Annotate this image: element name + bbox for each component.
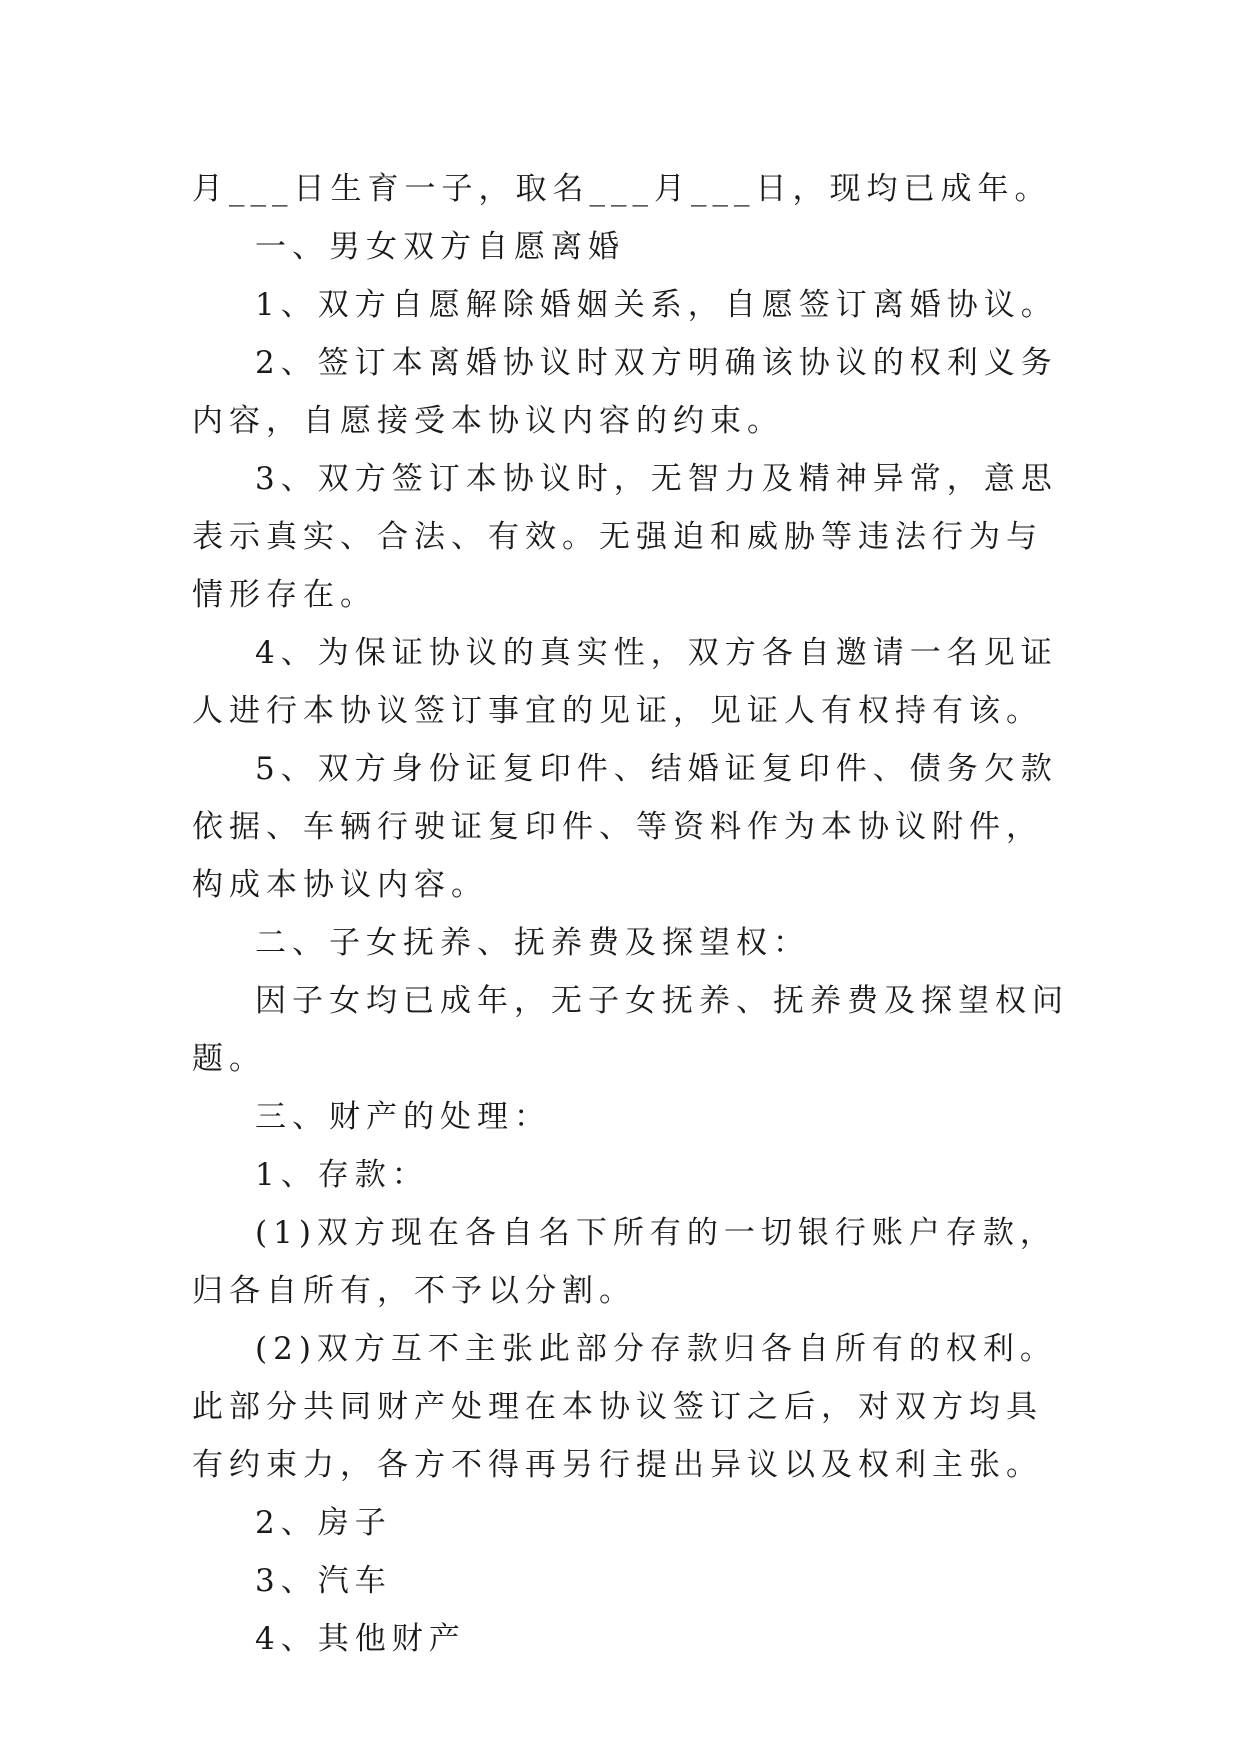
clause-3-2: 2、房子 bbox=[255, 1505, 392, 1541]
clause-1-2: 2、签订本离婚协议时双方明确该协议的权利义务内容，自愿接受本协议内容的约束。 bbox=[192, 345, 1058, 439]
clause-3-1-1: (1)双方现在各自名下所有的一切银行账户存款，归各自所有，不予以分割。 bbox=[192, 1215, 1057, 1309]
section-heading-children: 二、子女抚养、抚养费及探望权： bbox=[255, 925, 810, 961]
section-heading-property: 三、财产的处理： bbox=[255, 1099, 551, 1135]
section-heading-divorce: 一、男女双方自愿离婚 bbox=[255, 229, 625, 265]
clause-3-1-heading: 1、存款： bbox=[255, 1157, 429, 1193]
clause-1-3: 3、双方签订本协议时，无智力及精神异常，意思表示真实、合法、有效。无强迫和威胁等违法行为与情形存在。 bbox=[192, 461, 1058, 613]
document-body bbox=[192, 160, 1072, 1668]
clause-3-1-2: (2)双方互不主张此部分存款归各自所有的权利。此部分共同财产处理在本协议签订之后，对双方均具有约束力，各方不得再另行提出异议以及权利主张。 bbox=[192, 1331, 1057, 1483]
clause-1-4: 4、为保证协议的真实性，双方各自邀请一名见证人进行本协议签订事宜的见证，见证人有权持有该。 bbox=[192, 635, 1058, 729]
clause-1-1: 1、双方自愿解除婚姻关系，自愿签订离婚协议。 bbox=[255, 287, 1058, 323]
clause-3-4: 4、其他财产 bbox=[255, 1621, 466, 1657]
clause-1-5: 5、双方身份证复印件、结婚证复印件、债务欠款依据、车辆行驶证复印件、等资料作为本协议附件，构成本协议内容。 bbox=[192, 751, 1058, 903]
paragraph-birth-info: 月___日生育一子，取名___月___日，现均已成年。 bbox=[192, 171, 1052, 207]
clause-children: 因子女均已成年，无子女抚养、抚养费及探望权问题。 bbox=[192, 983, 1069, 1077]
clause-3-3: 3、汽车 bbox=[255, 1563, 392, 1599]
